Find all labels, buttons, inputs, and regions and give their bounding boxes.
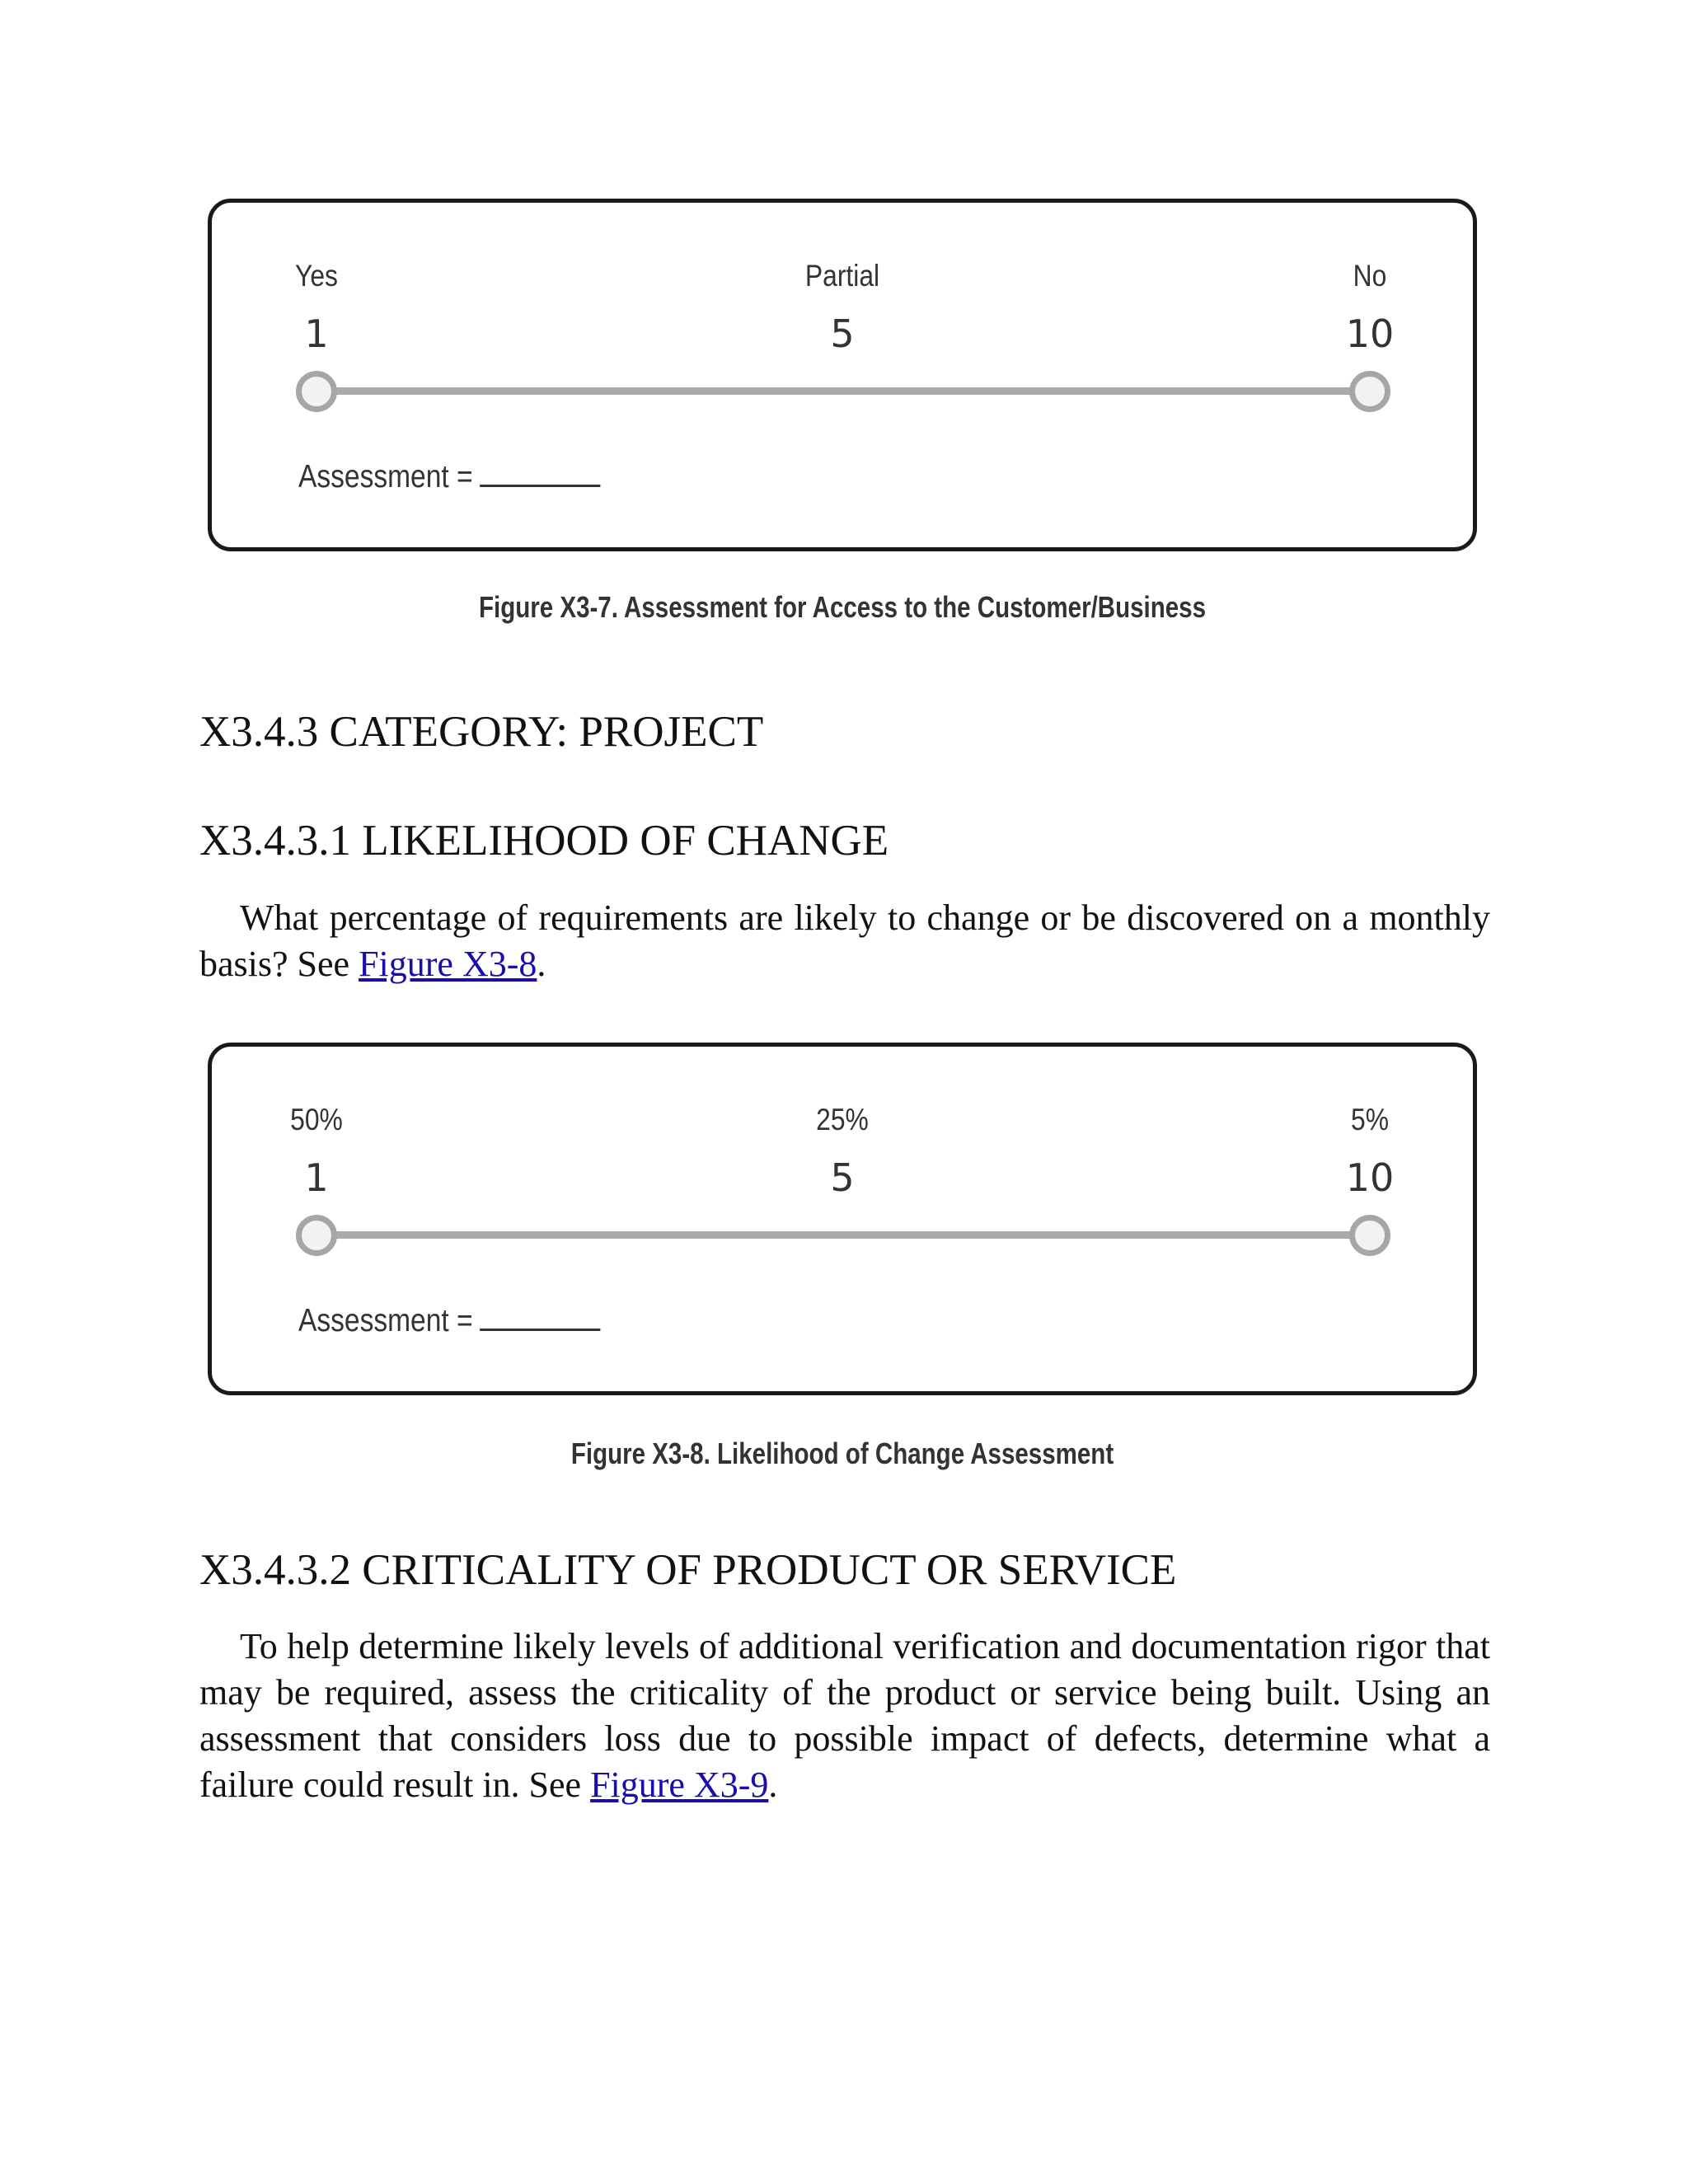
likelihood-paragraph-text: What percentage of requirements are likely to change or be discovered on a monthly basis? See bbox=[199, 898, 1490, 984]
section-heading-likelihood: X3.4.3.1 LIKELIHOOD OF CHANGE bbox=[199, 817, 889, 865]
scale-number-max: 10 bbox=[1345, 1155, 1395, 1200]
scale-knob-right-icon bbox=[1349, 371, 1390, 412]
likelihood-paragraph bbox=[199, 895, 1490, 987]
assessment-field bbox=[298, 1301, 600, 1339]
criticality-paragraph bbox=[199, 1624, 1490, 1808]
scale-track bbox=[316, 1231, 1370, 1239]
assessment-label: Assessment = bbox=[298, 1303, 473, 1338]
likelihood-paragraph-end: . bbox=[537, 944, 546, 984]
scale-number-min: 1 bbox=[304, 1155, 329, 1200]
scale-knob-left-icon bbox=[296, 371, 337, 412]
assessment-blank bbox=[480, 1301, 600, 1331]
assessment-scale-figure-x3-8 bbox=[208, 1043, 1477, 1395]
assessment-field bbox=[298, 457, 600, 495]
scale-label-50-percent: 50% bbox=[290, 1103, 343, 1137]
scale-label-5-percent: 5% bbox=[1351, 1103, 1389, 1137]
section-heading-project: X3.4.3 CATEGORY: PROJECT bbox=[199, 708, 764, 756]
figure-x3-9-link[interactable]: Figure X3-9 bbox=[590, 1765, 769, 1805]
scale-label-partial: Partial bbox=[804, 259, 880, 293]
criticality-paragraph-text: To help determine likely levels of additional verification and documentation rigor that may be required, assess the criticality of the product or service being built. Using an assessment that considers loss due to possible impact of defects, determine what a failure could result in. See bbox=[199, 1626, 1490, 1805]
scale-number-min: 1 bbox=[304, 312, 329, 356]
assessment-label: Assessment = bbox=[298, 459, 473, 494]
scale-number-mid: 5 bbox=[830, 1155, 855, 1200]
scale-number-mid: 5 bbox=[830, 312, 855, 356]
scale-label-yes: Yes bbox=[295, 259, 338, 293]
scale-number-max: 10 bbox=[1345, 312, 1395, 356]
assessment-scale-figure-x3-7 bbox=[208, 199, 1477, 551]
assessment-blank bbox=[480, 457, 600, 487]
section-heading-criticality: X3.4.3.2 CRITICALITY OF PRODUCT OR SERVICE bbox=[199, 1546, 1177, 1594]
scale-knob-right-icon bbox=[1349, 1215, 1390, 1256]
scale-track bbox=[316, 387, 1370, 395]
scale-knob-left-icon bbox=[296, 1215, 337, 1256]
scale-label-no: No bbox=[1353, 259, 1387, 293]
criticality-paragraph-end: . bbox=[768, 1765, 778, 1805]
figure-caption-x3-7: Figure X3-7. Assessment for Access to the Customer/Business bbox=[478, 590, 1207, 624]
figure-x3-8-link[interactable]: Figure X3-8 bbox=[359, 944, 537, 984]
scale-label-25-percent: 25% bbox=[816, 1103, 869, 1137]
figure-caption-x3-8: Figure X3-8. Likelihood of Change Assessment bbox=[570, 1436, 1114, 1470]
